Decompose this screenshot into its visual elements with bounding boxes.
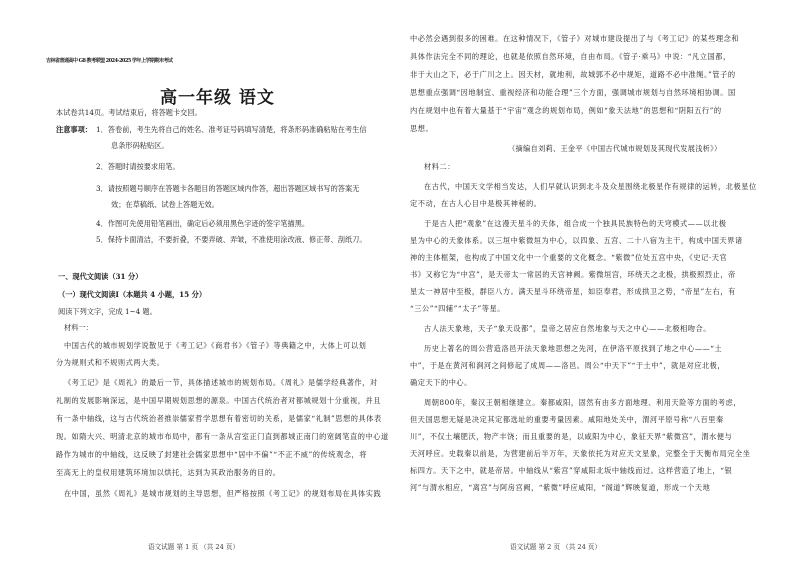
body-line: 书》又称它为“中宫”，是天帝太一常居的天宫神阙。紫微垣宫，环绕天之北极，拱极照烈止，帝: [410, 270, 736, 279]
body-line: 中必然会遇到很多的困难。在这种情况下，《管子》对城市建设提出了与《考工记》的某些理念和: [410, 34, 740, 43]
section-heading: 一、现代文阅读（31 分）: [58, 272, 143, 281]
body-line: 河”与渭水相应，“离宫”与阿房宫阙，“紫微”呼应咸阳，“阁道”辉映复道，形成一个天地: [410, 483, 711, 492]
body-line: “三公”“四辅”“太子”等星。: [410, 304, 505, 313]
body-line: 标四方。天下之中，就是帝居。中轴线从“紫宫”穿咸阳北坂中轴线而过。这样营造了地上，“银: [410, 466, 733, 475]
body-line: 有一条中轴线，这与古代统治者推崇儒家哲学思想有着密切的关系，是儒家“礼制”思想的具体表: [56, 414, 382, 423]
body-line: 在中国，虽然《周礼》是城市规划的主导思想，但严格按照《考工记》的规划布局在具体实践: [64, 489, 382, 498]
page-footer: 语文试题 第 2 页 （共 24 页）: [510, 543, 602, 551]
body-line: 星太一神居中至极，群臣八方。满天星斗环绕帝星，如臣奉君，形成拱卫之势，“帝星”左右，有: [410, 287, 736, 296]
body-line: 《考工记》是《周礼》的最后一节，具体描述城市的规划布局。《周礼》是儒学经典著作，对: [64, 378, 378, 387]
body-line: 神的主体框架，也构成了中国文化中一个重要的文化概念。“紫微”位处五宫中央，《史记·天官: [410, 253, 728, 262]
body-line: 天河呼应。史载秦以前是，为营建前后半万年，天象依托为对应天文星象，完整全于天衡布局完全坐: [410, 449, 751, 458]
material-one-label: 材料一：: [64, 323, 93, 332]
body-line: 至高无上的皇权用建筑环境加以烘托，达到为其政治服务的目的。: [56, 468, 281, 477]
note-line: 效；在草稿纸、试卷上答题无效。: [111, 200, 219, 209]
exam-title: 吉林省普通高中 G8 教考联盟 2024-2025 学年上学期期末考试: [46, 58, 173, 64]
source-citation: （摘编自刘莉、王金平《中国古代城市规划及其现代发展浅析》）: [508, 144, 722, 153]
body-line: 确定天下的中心。: [410, 378, 472, 387]
subsection-heading: （一）现代文阅读Ⅰ（本题共 4 小题，15 分）: [58, 290, 207, 299]
body-line: 定不动，在古人心目中是极其神秘的。: [410, 199, 542, 208]
body-line: 现。如隋大兴、明清北京的城市布局中，都有一条从宫室正门直到都城正南门的宽阔笔直的中心道: [56, 432, 389, 441]
body-line: 思想。: [410, 124, 434, 133]
note-line: 5．保持卡面清洁，不要折叠，不要弄破、弄皱，不准使用涂改液、修正带、刮纸刀。: [96, 235, 367, 244]
body-line: 中国古代的城市规划学说散见于《考工记》《商君书》《管子》等典籍之中，大体上可以划: [64, 341, 367, 350]
body-line: 思想重点强调“因地制宜、重视经济和功能合理”三个方面，强调城市规划与自然环境相协调。国: [410, 88, 736, 97]
body-line: 内在规划中也有着大量基于“宇宙”观念的规划布局，例如“象天法地”的思想和“阴阳五行”的: [410, 106, 722, 115]
note-line: 2．答题时请按要求用笔。: [96, 162, 180, 171]
note-line: 1．答卷前，考生先将自己的姓名、准考证号码填写清楚，将条形码准确粘贴在考生信: [96, 125, 367, 134]
notes-label: 注意事项：: [56, 125, 92, 134]
body-line: 在古代，中国天文学相当发达，人们早就认识到北斗及众星围绕北极星作有规律的运转，北极星位: [424, 182, 757, 191]
material-two-label: 材料二：: [424, 162, 455, 171]
body-line: 路作为城市的中轴线，这反映了封建社会儒家思想中“居中不偏”“不正不威”的传统观念，将: [56, 450, 367, 459]
grade-title: 高一年级 语文: [160, 88, 275, 108]
page-footer: 语文试题 第 1 页 （共 24 页）: [148, 543, 240, 551]
page-two: [402, 0, 774, 561]
body-line: 非于大山之下，必于广川之上。因天材，就地利，故城郭不必中规矩，道路不必中准绳。”管子的: [410, 70, 736, 79]
body-line: 周朝800年，秦汉王朝相继建立。秦都咸阳，固然有由多方面地理、利用天险等方面的考虑，: [424, 398, 742, 407]
body-line: 但天国思想无疑是决定其定都选址的重要考量因素。咸阳地处关中，渭河平原号称“八百里秦: [410, 415, 724, 424]
body-line: 川”，不仅土壤肥沃，物产丰饶；而且重要的是，以咸阳为中心，象征天界“紫微宫”，渭水便与: [410, 432, 733, 441]
body-line: 礼制的发展影响深远，是中国早期规划思想的源泉。中国古代统治者对都城规划十分重视，并且: [56, 396, 381, 405]
body-line: 古人法天象地，天子“象天设都”，皇帝之居应自然地象与天之中心——北极相吻合。: [424, 324, 712, 333]
body-line: 星为中心的天象体系。以三垣中紫微垣为中心，以四象、五宫、二十八宿为主干，构成中国天界诸: [410, 236, 743, 245]
exam-intro: 本试卷共14页。考试结束后，将答题卡交回。: [56, 108, 202, 117]
page-one: [20, 0, 392, 561]
note-line: 3．请按照题号顺序在答题卡各题目的答题区域内作答，超出答题区域书写的答案无: [96, 184, 360, 193]
body-line: 于是古人把“观象”在这漫天星斗的天体，组合成一个独具民族特色的天穹模式——以北极: [424, 219, 727, 228]
body-line: 具体作法完全不同的理论，也就是依照自然环境，自由布局。《管子·乘马》中说：“凡立国都，: [410, 52, 731, 61]
note-line: 4．作图可先使用铅笔画出，确定后必须用黑色字迹的签字笔描黑。: [96, 219, 310, 228]
body-line: 中”，于是在黄河和涧河之间修起了成周——洛邑。周公“中天下”“于土中”，就是对应北极，: [410, 361, 726, 370]
reading-instruction: 阅读下列文字，完成 1~4 题。: [58, 307, 157, 316]
note-line: 息条形码粘贴区。: [111, 141, 169, 150]
body-line: 分为规则式和不规则式两大类。: [56, 358, 165, 367]
body-line: 历史上著名的周公营造洛邑开法天象地思想之先河，在伊洛平原找到了地之中心——“土: [424, 344, 723, 353]
